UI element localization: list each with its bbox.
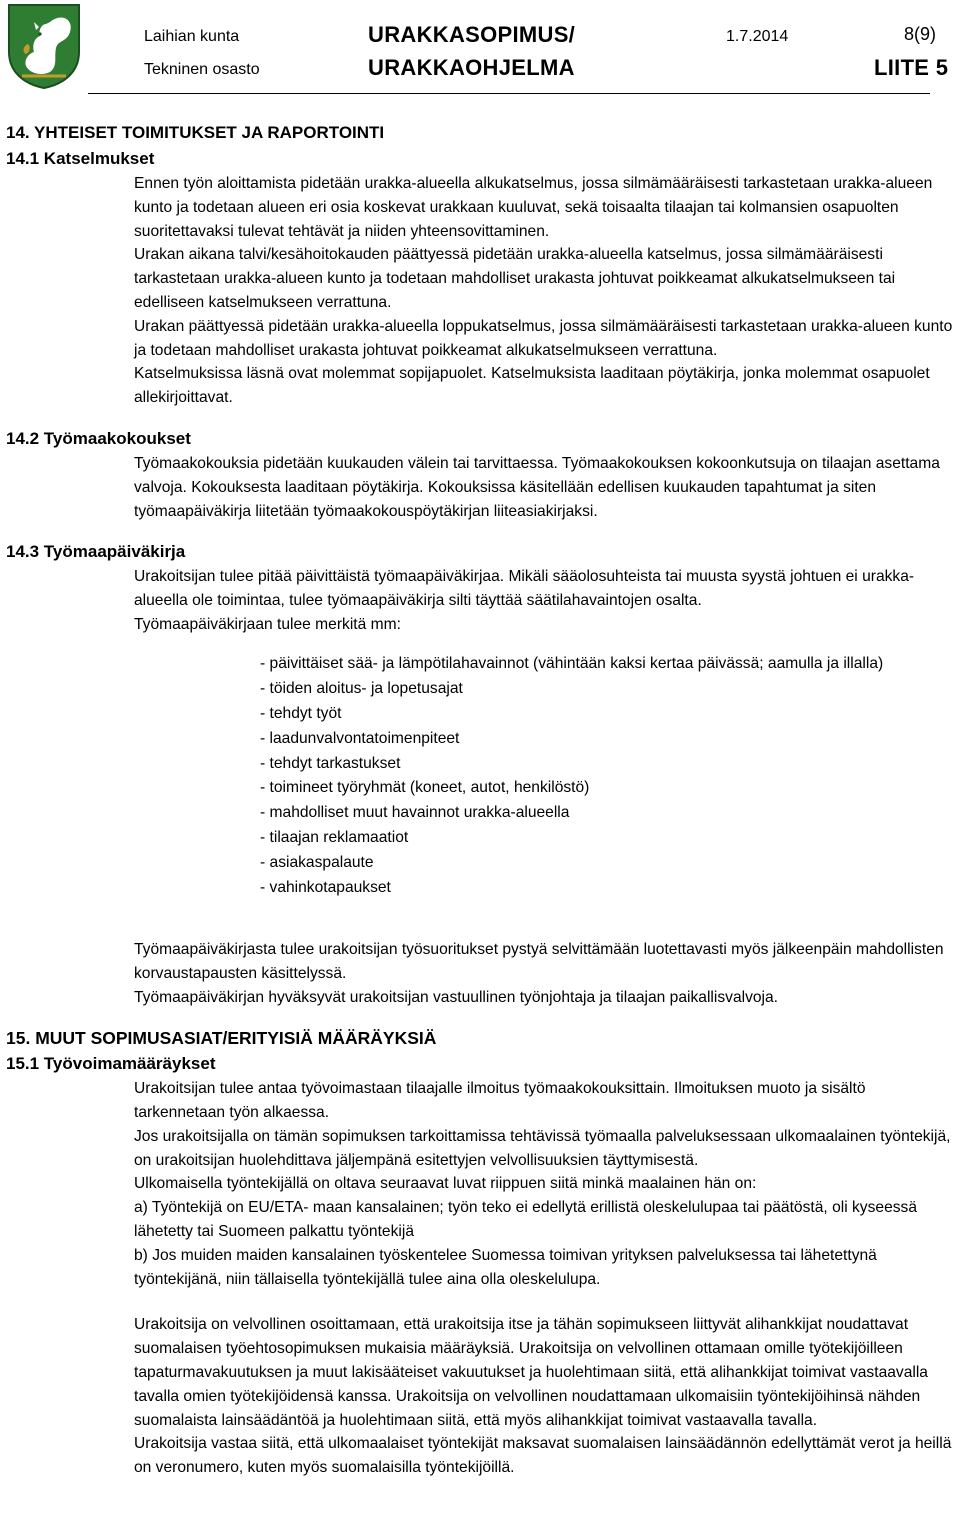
document-body bbox=[6, 120, 956, 1480]
paragraph: Jos urakoitsijalla on tämän sopimuksen tarkoittamissa tehtävissä työmaalla palveluksessaan ulkomaalainen työntekijä, on urakoitsijan huolehdittava jäljempänä esitettyjen velvollisuuksien täyttymisestä. bbox=[134, 1127, 951, 1169]
page-number: 8(9) bbox=[904, 24, 937, 44]
list-item: - tehdyt työt bbox=[260, 704, 342, 722]
org-name: Laihian kunta bbox=[144, 28, 240, 45]
list-item: - töiden aloitus- ja lopetusajat bbox=[260, 680, 463, 698]
department-name: Tekninen osasto bbox=[144, 61, 260, 78]
list-item: - asiakaspalaute bbox=[260, 853, 374, 871]
document-date: 1.7.2014 bbox=[726, 28, 789, 45]
list-item: - tilaajan reklamaatiot bbox=[260, 828, 409, 846]
paragraph: Ennen työn aloittamista pidetään urakka-alueella alkukatselmus, jossa silmämääräisesti tarkastetaan urakka-alueen kunto ja todetaan alueen eri osia koskevat urakkaan kuuluvat, sekä toisaalta tilaajan tai kolmansien osapuolten suoritettavaksi tulevat tehtävät ja niiden yhteensovittaminen. bbox=[134, 175, 933, 240]
paragraph: Urakan aikana talvi/kesähoitokauden päättyessä pidetään urakka-alueella katselmus, jossa silmämääräisesti tarkastetaan urakka-alueen kunto ja todetaan mahdolliset urakasta johtuvat poikkeamat alkukatselmukseen tai edelliseen katselmukseen verrattuna. bbox=[134, 246, 896, 311]
section-14-2-body bbox=[134, 452, 956, 523]
section-14-heading: 14. YHTEISET TOIMITUKSET JA RAPORTOINTI bbox=[6, 123, 385, 142]
section-15-heading: 15. MUUT SOPIMUSASIAT/ERITYISIÄ MÄÄRÄYKSIÄ bbox=[6, 1028, 437, 1049]
paragraph: Ulkomaisella työntekijällä on oltava seuraavat luvat riippuen siitä minkä maalainen hän on: bbox=[134, 1175, 757, 1193]
section-14-1-body bbox=[134, 172, 956, 410]
paragraph: Työmaapäiväkirjaan tulee merkitä mm: bbox=[134, 615, 401, 633]
section-14-2-heading: 14.2 Työmaakokoukset bbox=[6, 428, 191, 448]
paragraph: Urakoitsijan tulee pitää päivittäistä työmaapäiväkirjaa. Mikäli sääolosuhteista tai muusta syystä johtuen ei urakka-alueella ole toimintaa, tulee työmaapäiväkirja silti täyttää säätilahavaintojen osalta. bbox=[134, 568, 915, 610]
section-15-1-body bbox=[134, 1077, 956, 1480]
document-title-line1: URAKKASOPIMUS/ bbox=[368, 22, 576, 47]
document-title-line2: URAKKAOHJELMA bbox=[368, 55, 575, 80]
list-item: - tehdyt tarkastukset bbox=[260, 754, 401, 772]
list-item: - vahinkotapaukset bbox=[260, 878, 391, 896]
paragraph: Urakoitsija on velvollinen osoittamaan, että urakoitsija itse ja tähän sopimukseen liittyvät alihankkijat noudattavat suomalaisen työehtosopimuksen mukaisia määräyksiä. Urakoitsija on velvollinen ottamaan omille työtekijöilleen tapaturmavakuutuksen ja muut lakisääteiset vakuutukset ja huolehtimaan siitä, että alihankkijat toimivat vastaavalla tavalla omien työtekijöidensä kanssa. Urakoitsija on velvollinen noudattamaan ulkomaisiin työntekijöihinsä nähden suomalaista lainsäädäntöä ja huolehtimaan siitä, että myös alihankkijat toimivat vastaavalla tavalla. bbox=[134, 1316, 928, 1429]
paragraph: Työmaapäiväkirjan hyväksyvät urakoitsijan vastuullinen työnjohtaja ja tilaajan paikallisvalvoja. bbox=[134, 988, 779, 1006]
header-divider bbox=[88, 93, 930, 94]
page-header bbox=[0, 0, 960, 96]
squirrel-coat-of-arms-icon bbox=[6, 2, 82, 90]
attachment-label: LIITE 5 bbox=[874, 55, 949, 80]
paragraph: Työmaakokouksia pidetään kuukauden välein tai tarvittaessa. Työmaakokouksen kokoonkutsuja on tilaajan asettama valvoja. Kokouksesta laaditaan pöytäkirja. Kokouksissa käsitellään edellisen kuukauden tapahtumat ja siten työmaapäiväkirja liitetään työmaakokouspöytäkirjan liiteasiakirjaksi. bbox=[134, 454, 940, 520]
list-item: - laadunvalvontatoimenpiteet bbox=[260, 729, 460, 747]
paragraph: Työmaapäiväkirjasta tulee urakoitsijan työsuoritukset pystyä selvittämään luotettavasti myös jälkeenpäin mahdollisten korvaustapausten käsittelyssä. bbox=[134, 940, 944, 982]
paragraph: a) Työntekijä on EU/ETA- maan kansalainen; työn teko ei edellytä erillistä oleskelulupaa tai päätöstä, oli kyseessä lähetetty tai Suomeen palkattu työntekijä bbox=[134, 1199, 918, 1241]
section-15-1-heading: 15.1 Työvoimamääräykset bbox=[6, 1054, 216, 1074]
paragraph: Urakoitsijan tulee antaa työvoimastaan tilaajalle ilmoitus työmaakokouksittain. Ilmoituksen muoto ja sisältö tarkennetaan työn alkaessa. bbox=[134, 1080, 866, 1122]
list-item: - päivittäiset sää- ja lämpötilahavainnot (vähintään kaksi kertaa päivässä; aamulla ja illalla) bbox=[260, 655, 884, 673]
paragraph: Urakoitsija vastaa siitä, että ulkomaalaiset työntekijät maksavat suomalaisen lainsäädännön edellyttämät verot ja heillä on veronumero, kuten myös suomalaisilla työntekijöillä. bbox=[134, 1435, 952, 1477]
paragraph: b) Jos muiden maiden kansalainen työskentelee Suomessa toimivan yrityksen palveluksessa tai lähetettynä työntekijänä, niin tällaisella työntekijällä tulee aina olla oleskelulupa. bbox=[134, 1246, 877, 1288]
list-item: - mahdolliset muut havainnot urakka-alueella bbox=[260, 804, 570, 822]
list-item: - toimineet työryhmät (koneet, autot, henkilöstö) bbox=[260, 779, 590, 797]
paragraph: Urakan päättyessä pidetään urakka-alueella loppukatselmus, jossa silmämääräisesti tarkastetaan urakka-alueen kunto ja todetaan mahdolliset urakasta johtuvat poikkeamat alkukatselmukseen verrattuna. bbox=[134, 317, 953, 359]
section-14-3-body bbox=[134, 565, 956, 1009]
section-14-1-heading: 14.1 Katselmukset bbox=[6, 149, 155, 168]
diary-entries-list bbox=[260, 652, 956, 900]
paragraph: Katselmuksissa läsnä ovat molemmat sopijapuolet. Katselmuksista laaditaan pöytäkirja, jonka molemmat osapuolet allekirjoittavat. bbox=[134, 365, 930, 407]
section-14-3-heading: 14.3 Työmaapäiväkirja bbox=[6, 542, 186, 562]
